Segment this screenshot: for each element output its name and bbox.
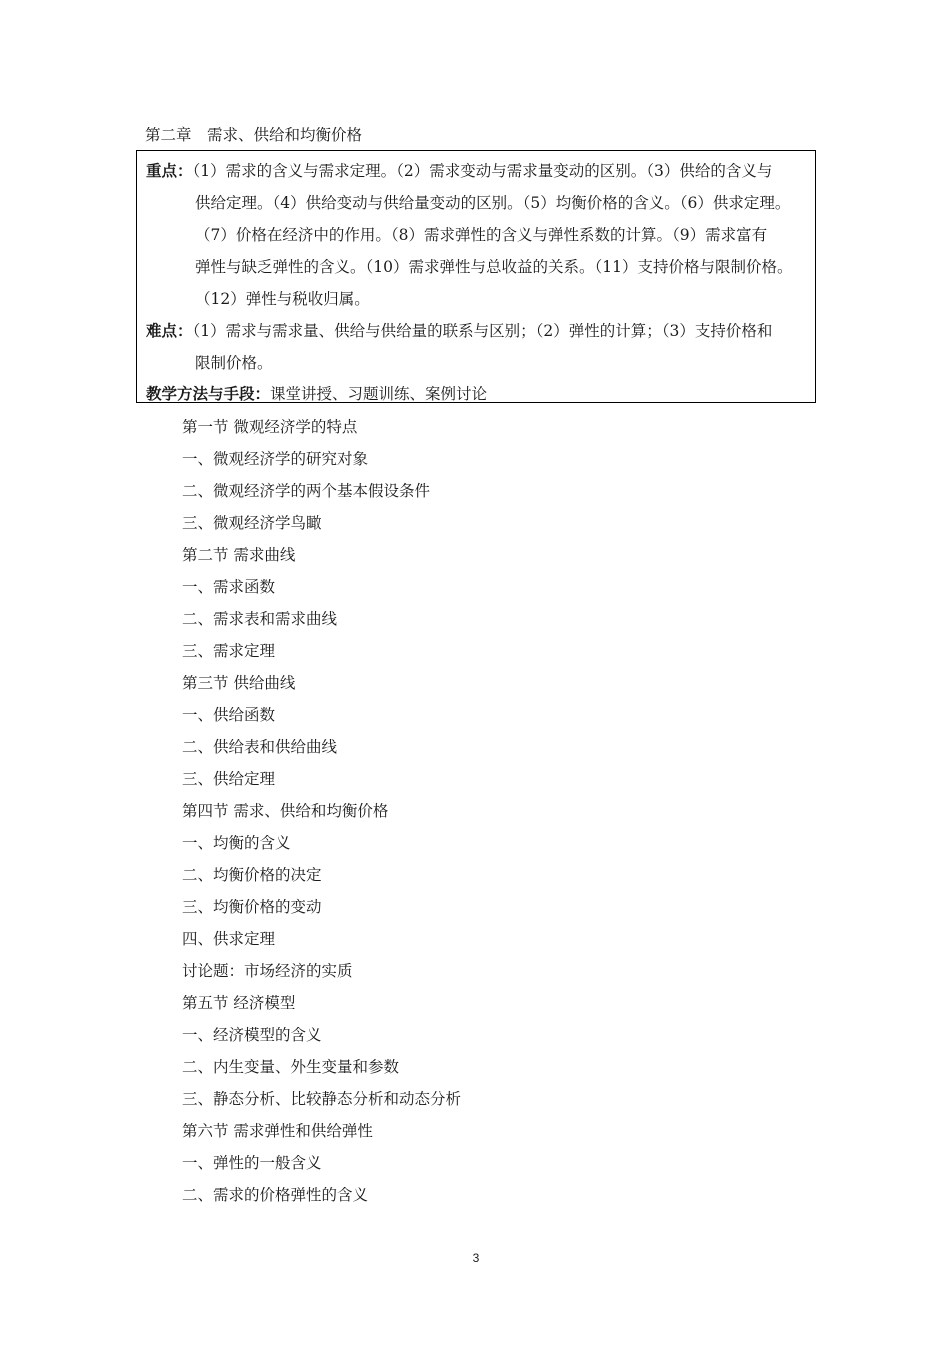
key-points-first-line: [146, 160, 772, 182]
key-points-line: 供给定理。（4）供给变动与供给量变动的区别。（5）均衡价格的含义。（6）供求定理。: [195, 194, 791, 212]
outline-item: 二、需求表和需求曲线: [182, 610, 338, 628]
outline-item: 一、经济模型的含义: [182, 1026, 322, 1044]
difficult-points-label: 难点：: [146, 321, 193, 340]
outline-item: 第四节 需求、供给和均衡价格: [182, 802, 389, 820]
outline-item: 第二节 需求曲线: [182, 546, 296, 564]
outline-item: 一、均衡的含义: [182, 834, 291, 852]
teaching-methods-line: [146, 383, 487, 405]
key-points-text: （1）需求的含义与需求定理。（2）需求变动与需求量变动的区别。（3）供给的含义与: [192, 162, 773, 180]
key-points-label: 重点：: [146, 161, 193, 180]
outline-item: 二、内生变量、外生变量和参数: [182, 1058, 400, 1076]
outline-item: 二、需求的价格弹性的含义: [182, 1186, 369, 1204]
outline-item: 一、微观经济学的研究对象: [182, 450, 369, 468]
page-number: 3: [472, 1251, 480, 1265]
outline-item: 二、均衡价格的决定: [182, 866, 322, 884]
outline-item: 二、微观经济学的两个基本假设条件: [182, 482, 431, 500]
outline-item: 三、均衡价格的变动: [182, 898, 322, 916]
outline-item: 一、弹性的一般含义: [182, 1154, 322, 1172]
key-points-line: 弹性与缺乏弹性的含义。（10）需求弹性与总收益的关系。（11）支持价格与限制价格。: [195, 258, 793, 276]
outline-item: 第三节 供给曲线: [182, 674, 296, 692]
difficult-points-line: 限制价格。: [195, 354, 273, 372]
teaching-methods-label: 教学方法与手段：: [146, 384, 271, 403]
key-points-line: （7）价格在经济中的作用。（8）需求弹性的含义与弹性系数的计算。（9）需求富有: [195, 226, 768, 244]
outline-item: 三、微观经济学鸟瞰: [182, 514, 322, 532]
outline-item: 讨论题：市场经济的实质: [182, 962, 353, 980]
outline-item: 三、静态分析、比较静态分析和动态分析: [182, 1090, 462, 1108]
outline-item: 三、需求定理: [182, 642, 276, 660]
outline-item: 一、需求函数: [182, 578, 276, 596]
key-points-box: [136, 150, 816, 403]
outline-item: 二、供给表和供给曲线: [182, 738, 338, 756]
chapter-outline: [182, 416, 461, 1216]
outline-item: 三、供给定理: [182, 770, 276, 788]
chapter-title: 第二章 需求、供给和均衡价格: [145, 126, 363, 144]
outline-item: 第一节 微观经济学的特点: [182, 418, 358, 436]
outline-item: 四、供求定理: [182, 930, 276, 948]
key-points-line: （12）弹性与税收归属。: [195, 290, 370, 308]
teaching-methods-text: 课堂讲授、习题训练、案例讨论: [270, 385, 488, 403]
outline-item: 一、供给函数: [182, 706, 276, 724]
difficult-points-text: （1）需求与需求量、供给与供给量的联系与区别；（2）弹性的计算；（3）支持价格和: [192, 322, 773, 340]
outline-item: 第五节 经济模型: [182, 994, 296, 1012]
difficult-points-first-line: [146, 320, 772, 342]
outline-item: 第六节 需求弹性和供给弹性: [182, 1122, 373, 1140]
